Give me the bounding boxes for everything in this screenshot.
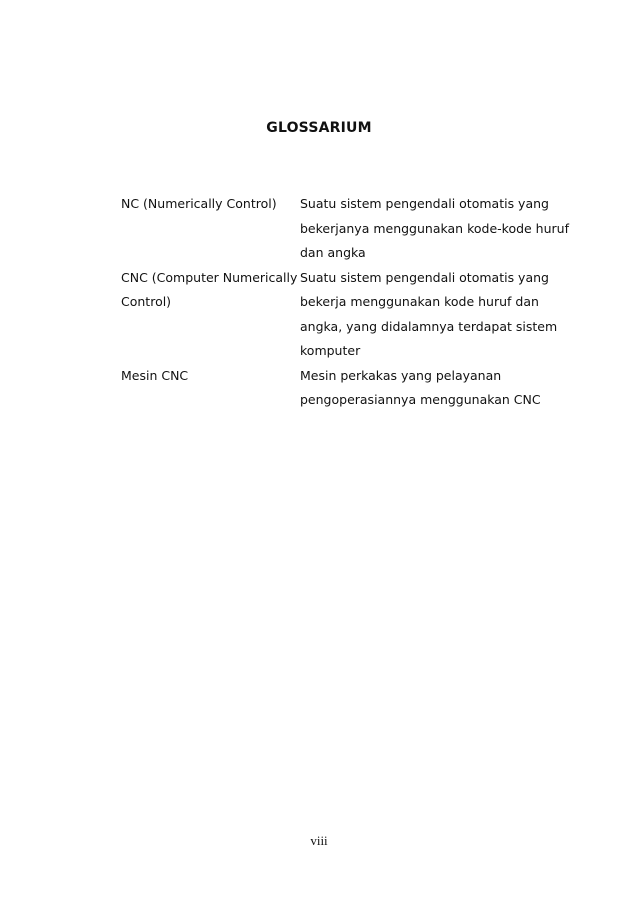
definition-line: Mesin perkakas yang pelayanan [300, 367, 502, 383]
term-line: Control) [121, 294, 172, 309]
glossary-entry-mesin-cnc [121, 364, 561, 413]
term-line: CNC (Computer Numerically [121, 269, 298, 285]
glossary-entry-nc [121, 192, 569, 266]
glossary-term [121, 364, 300, 389]
definition-line: dan angka [300, 245, 366, 260]
page-number: viii [310, 833, 328, 848]
definition-line: pengoperasiannya menggunakan CNC [300, 392, 541, 407]
definition-line: Suatu sistem pengendali otomatis yang [300, 269, 549, 285]
glossary-entry-cnc [121, 266, 561, 364]
definition-line: Suatu sistem pengendali otomatis yang [300, 196, 549, 211]
definition-line: bekerjanya menggunakan kode-kode huruf [300, 220, 569, 236]
term-line: Mesin CNC [121, 367, 189, 383]
glossary-definition [300, 192, 569, 266]
glossary-definition [300, 266, 561, 364]
glossary-definition [300, 364, 561, 413]
page-title: GLOSSARIUM [266, 120, 372, 136]
definition-line: angka, yang didalamnya terdapat sistem [300, 318, 558, 334]
term-line: NC (Numerically Control) [121, 196, 277, 211]
glossary-term [121, 192, 300, 217]
glossary-list [121, 192, 569, 413]
definition-line: komputer [300, 343, 361, 358]
definition-line: bekerja menggunakan kode huruf dan [300, 294, 539, 309]
glossary-term [121, 266, 300, 315]
